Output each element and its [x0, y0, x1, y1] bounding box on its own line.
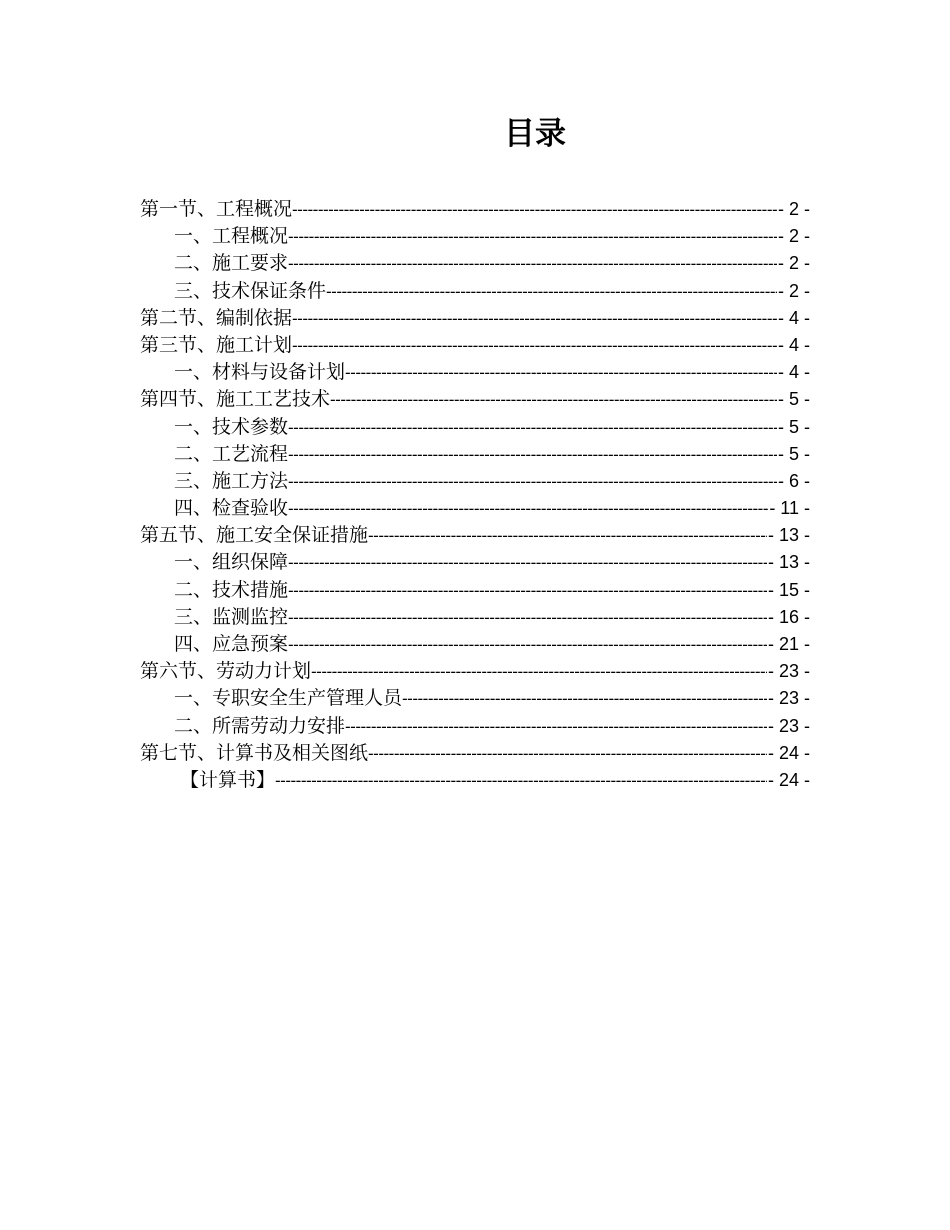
toc-entry[interactable] — [140, 223, 810, 250]
toc-page-number: - 2 - — [777, 226, 810, 247]
toc-entry-label: 第七节、计算书及相关图纸 — [140, 741, 369, 764]
toc-entry-label: 【计算书】 — [180, 768, 276, 791]
toc-entry-label: 二、工艺流程 — [174, 442, 289, 465]
toc-entry[interactable] — [140, 250, 810, 277]
toc-entry-label: 二、技术措施 — [174, 578, 289, 601]
toc-title: 目录 — [504, 116, 566, 152]
toc-list — [140, 196, 810, 794]
toc-leader-dots — [311, 658, 767, 685]
toc-leader-dots — [330, 386, 777, 413]
toc-leader-dots — [292, 305, 777, 332]
toc-page-number: - 5 - — [777, 389, 810, 410]
toc-page-number: - 13 - — [767, 525, 810, 546]
toc-entry-label: 一、组织保障 — [174, 551, 289, 574]
toc-leader-dots — [288, 577, 767, 604]
toc-page-number: - 5 - — [777, 416, 810, 437]
toc-leader-dots — [402, 685, 767, 712]
toc-entry-label: 第四节、施工工艺技术 — [140, 388, 331, 411]
toc-leader-dots — [288, 223, 777, 250]
toc-page-number: - 24 - — [767, 742, 810, 763]
toc-entry[interactable] — [140, 740, 810, 767]
toc-entry-label: 二、施工要求 — [174, 252, 289, 275]
toc-page-number: - 24 - — [767, 769, 810, 790]
toc-entry-label: 一、工程概况 — [174, 225, 289, 248]
toc-entry[interactable] — [140, 278, 810, 305]
toc-entry-label: 第三节、施工计划 — [140, 333, 293, 356]
toc-leader-dots — [292, 332, 777, 359]
toc-leader-dots — [288, 549, 767, 576]
toc-leader-dots — [288, 468, 777, 495]
toc-page-number: - 2 - — [777, 280, 810, 301]
toc-entry-label: 第五节、施工安全保证措施 — [140, 524, 369, 547]
toc-entry-label: 三、监测监控 — [174, 605, 289, 628]
toc-entry[interactable] — [140, 495, 810, 522]
toc-entry-label: 四、应急预案 — [174, 633, 289, 655]
toc-entry-label: 一、专职安全生产管理人员 — [174, 687, 403, 710]
toc-leader-dots — [288, 414, 777, 441]
toc-leader-dots — [288, 250, 777, 277]
toc-page-number: - 6 - — [777, 470, 810, 491]
toc-entry-label: 三、施工方法 — [174, 469, 289, 492]
toc-entry-label: 第一节、工程概况 — [140, 198, 293, 220]
toc-entry[interactable] — [140, 767, 810, 794]
toc-page-number: - 2 - — [777, 199, 810, 219]
toc-page-number: - 23 - — [767, 715, 810, 736]
toc-page-number: - 23 - — [767, 688, 810, 709]
toc-page-number: - 13 - — [767, 552, 810, 573]
toc-page-number: - 4 - — [777, 362, 810, 383]
toc-entry[interactable] — [140, 305, 810, 332]
toc-page-number: - 5 - — [777, 443, 810, 464]
toc-entry[interactable] — [140, 386, 810, 413]
toc-leader-dots — [368, 740, 767, 767]
toc-entry[interactable] — [140, 441, 810, 468]
toc-page-number: - 23 - — [767, 661, 810, 682]
toc-leader-dots — [288, 495, 768, 522]
toc-leader-dots — [292, 196, 777, 223]
toc-page-number: - 16 - — [767, 606, 810, 627]
toc-entry[interactable] — [140, 359, 810, 386]
toc-page-number: - 4 - — [777, 307, 810, 328]
toc-entry-label: 第二节、编制依据 — [140, 306, 293, 329]
toc-page-number: - 21 - — [767, 634, 810, 654]
toc-page-number: - 2 - — [777, 253, 810, 274]
toc-entry[interactable] — [140, 604, 810, 631]
toc-leader-dots — [326, 278, 777, 305]
toc-entry[interactable] — [140, 577, 810, 604]
toc-entry-label: 一、技术参数 — [174, 415, 289, 438]
toc-entry[interactable] — [140, 549, 810, 576]
toc-entry[interactable] — [140, 658, 810, 685]
toc-leader-dots — [368, 522, 767, 549]
toc-entry[interactable] — [140, 685, 810, 712]
toc-leader-dots — [345, 359, 777, 386]
toc-entry[interactable] — [140, 522, 810, 549]
toc-leader-dots — [275, 767, 767, 794]
toc-page-number: - 4 - — [777, 334, 810, 355]
toc-leader-dots — [288, 631, 767, 658]
toc-entry-label: 三、技术保证条件 — [174, 279, 327, 302]
toc-entry[interactable] — [140, 196, 810, 223]
toc-page-number: - 15 - — [767, 579, 810, 600]
toc-entry[interactable] — [140, 414, 810, 441]
toc-entry[interactable] — [140, 468, 810, 495]
toc-leader-dots — [288, 441, 777, 468]
toc-entry[interactable] — [140, 713, 810, 740]
toc-leader-dots — [288, 604, 767, 631]
toc-leader-dots — [345, 713, 767, 740]
toc-entry-label: 第六节、劳动力计划 — [140, 660, 312, 683]
toc-entry[interactable] — [140, 332, 810, 359]
toc-entry-label: 一、材料与设备计划 — [174, 361, 346, 384]
toc-entry-label: 二、所需劳动力安排 — [174, 714, 346, 737]
toc-page-number: - 11 - — [769, 498, 810, 519]
toc-entry[interactable] — [140, 631, 810, 658]
toc-entry-label: 四、检查验收 — [174, 497, 289, 520]
